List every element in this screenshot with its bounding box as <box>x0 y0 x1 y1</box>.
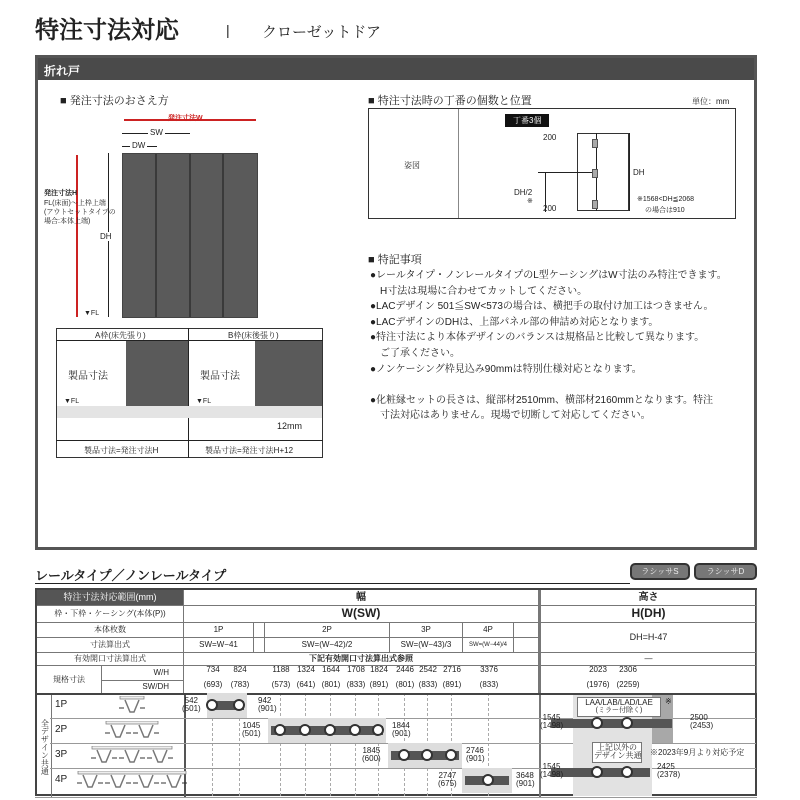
max-value: 2425 <box>657 762 675 771</box>
std-dh-value: (1976) <box>586 680 610 689</box>
tag-line: (ミラー付除く) <box>595 707 643 715</box>
dim-top: 200 <box>543 133 557 142</box>
max-size-label <box>392 722 411 739</box>
asterisk-mark: ※ <box>665 697 672 706</box>
product-size-label: 製品寸法 <box>68 371 108 382</box>
std-w-value: 1188 <box>272 665 290 674</box>
hinge-note: ※1568<DH≦2068 <box>637 196 695 203</box>
gridline <box>305 693 306 796</box>
max-value: 2500 <box>690 713 708 722</box>
std-w-value: 1708 <box>347 665 365 674</box>
std-h-value: 2306 <box>619 665 637 674</box>
std-dh-value: (2259) <box>616 680 640 689</box>
min-size-label <box>182 697 201 714</box>
swdh-label: SW/DH <box>102 681 184 695</box>
lasissa-d-button[interactable]: ラシッサD <box>694 563 757 580</box>
min-value: 1845 <box>362 746 381 755</box>
h-note: (アウトセットタイプの <box>44 209 116 216</box>
h-note: 場合:本体上端) <box>44 218 91 225</box>
min-size-label <box>362 747 381 764</box>
order-size-heading: ■ 発注寸法のおさえ方 <box>60 95 169 107</box>
frame-b-formula: 製品寸法=発注寸法H+12 <box>205 446 294 455</box>
std-w-value: 824 <box>233 665 247 674</box>
note-line: H寸法は現場に合わせてカットしてください。 <box>370 285 588 297</box>
panel-1p: 1P <box>184 623 254 638</box>
max-size-label <box>516 772 535 789</box>
height-range-arrow <box>551 719 672 728</box>
section-title: レールタイプ／ノンレールタイプ <box>35 568 227 583</box>
range-header: 特注寸法対応範囲(mm) <box>37 590 184 606</box>
hinge-icon <box>592 139 598 148</box>
standard-size-marker <box>445 749 457 761</box>
standard-size-marker <box>274 724 286 736</box>
fl-label: ▼FL <box>196 398 212 405</box>
max-height-label <box>690 714 713 731</box>
standard-size-marker <box>398 749 410 761</box>
std-sw-value: (833) <box>479 680 499 689</box>
folding-door-icon <box>118 696 146 714</box>
formula-3p: SW=(W−43)/3 <box>390 638 463 653</box>
max-sub-value: (901) <box>392 729 411 739</box>
tag-line: 上記以外の <box>597 743 637 752</box>
page-title: 特注寸法対応 <box>35 17 179 44</box>
product-size-label: 製品寸法 <box>200 371 240 382</box>
min-value: 542 <box>184 696 199 705</box>
dh-label: DH <box>100 232 112 241</box>
row-label: 2P <box>55 724 68 735</box>
std-w-value: 1324 <box>297 665 315 674</box>
gridline <box>355 693 356 796</box>
dim-mid-mark: ※ <box>527 198 533 205</box>
standard-size-marker <box>482 774 494 786</box>
height-header: 高さ <box>539 590 757 606</box>
hinge-row-label: 姿図 <box>404 161 420 170</box>
frame-a-formula: 製品寸法=発注寸法H <box>84 446 159 455</box>
std-sw-value: (891) <box>369 680 389 689</box>
opening-h: — <box>539 653 757 666</box>
gridline <box>378 693 379 796</box>
formula-1p: SW=W−41 <box>184 638 254 653</box>
order-w-label: 発注寸法W <box>168 115 203 122</box>
hinge-icon <box>592 200 598 209</box>
standard-size-marker <box>421 749 433 761</box>
min-value: 1545 <box>542 762 561 771</box>
note-line: ●特注寸法により本体デザインのバランスは規格品と比較して異なります。 <box>370 332 705 344</box>
max-sub-value: (901) <box>258 704 277 714</box>
std-sw-value: (573) <box>271 680 291 689</box>
unit-label: 単位：mm <box>692 97 730 106</box>
min-size-label <box>438 772 457 789</box>
gridline <box>280 693 281 796</box>
panel-title: 折れ戸 <box>38 58 754 80</box>
tag-line: LAA/LAB/LAD/LAE <box>585 698 653 707</box>
max-value: 2746 <box>466 746 484 755</box>
note-line: ●レールタイプ・ノンレールタイプのL型ケーシングはW寸法のみ特注できます。 <box>370 270 727 281</box>
note-line: ●LACデザインのDHは、上部パネル部の伸詰め対応となります。 <box>370 316 659 328</box>
standard-height-marker <box>621 766 633 778</box>
all-design-label: 全デザイン共通 <box>37 695 52 798</box>
std-w-value: 1824 <box>370 665 388 674</box>
hinge-heading: ■ 特注寸法時の丁番の個数と位置 <box>368 95 532 107</box>
std-w-value: 1644 <box>322 665 340 674</box>
height-note: ※2023年9月より対応予定 <box>650 748 745 757</box>
row-label: 1P <box>55 699 68 710</box>
gridline <box>330 693 331 796</box>
door-illustration <box>122 153 258 318</box>
std-sw-value: (693) <box>203 680 223 689</box>
standard-size-label: 規格寸法 <box>37 666 102 695</box>
max-value: 1844 <box>392 721 410 730</box>
wh-label: W/H <box>102 666 184 681</box>
hinge-note: の場合は910 <box>645 207 685 214</box>
standard-size-marker <box>372 724 384 736</box>
std-w-value: 734 <box>206 665 220 674</box>
opening-label: 有効開口寸法算出式 <box>37 653 184 666</box>
max-sub-value: (901) <box>466 754 485 764</box>
min-sub-value: (675) <box>438 779 457 789</box>
std-sw-value: (641) <box>296 680 316 689</box>
standard-size-marker <box>349 724 361 736</box>
offset-12mm-label: 12mm <box>277 421 303 431</box>
panel-2p: 2P <box>265 623 390 638</box>
frame-b-title: B枠(床後張り) <box>228 331 279 340</box>
note-line: ●LACデザイン 501≦SW<573の場合は、横把手の取付け加工はつきません。 <box>370 301 714 313</box>
std-sw-value: (833) <box>346 680 366 689</box>
dim-mid: DH/2 <box>514 188 533 197</box>
w-sw-header: W(SW) <box>184 606 539 623</box>
note-line: ご了承ください。 <box>370 348 460 359</box>
std-sw-value: (833) <box>418 680 438 689</box>
min-sub-value: (501) <box>182 704 201 714</box>
note-line: ●化粧縁セットの長さは、縦部材2510mm、横部材2160mmとなります。特注 <box>370 394 714 406</box>
fl-label: ▼FL <box>64 398 80 405</box>
standard-size-marker <box>324 724 336 736</box>
title-separator: | <box>226 22 230 38</box>
standard-size-marker <box>233 699 245 711</box>
page-subtitle: クローゼットドア <box>262 24 381 41</box>
formula-2p: SW=(W−42)/2 <box>265 638 390 653</box>
std-w-value: 2542 <box>419 665 437 674</box>
std-sw-value: (891) <box>442 680 462 689</box>
std-w-value: 2716 <box>443 665 461 674</box>
std-w-value: 2446 <box>396 665 414 674</box>
hinge-icon <box>592 169 598 178</box>
standard-size-marker <box>206 699 218 711</box>
dw-label: DW <box>132 141 146 150</box>
min-sub-value: (1498) <box>540 770 564 780</box>
standard-height-marker <box>621 717 633 729</box>
min-value: 2747 <box>438 771 457 780</box>
panel-3p: 3P <box>390 623 463 638</box>
tag-line: デザイン共通 <box>594 751 642 761</box>
h-dh-header: H(DH) <box>539 606 757 623</box>
fl-label: ▼FL <box>84 310 100 317</box>
order-h-label: 発注寸法H <box>44 190 78 197</box>
min-sub-value: (600) <box>362 754 381 764</box>
dim-bottom: 200 <box>543 204 557 213</box>
standard-size-marker <box>299 724 311 736</box>
max-size-label <box>466 747 485 764</box>
folding-door-icon <box>104 721 160 739</box>
note-line: ●ノンケーシング枠見込み90mmは特別仕様対応となります。 <box>370 363 642 375</box>
row-label: 4P <box>55 774 68 785</box>
opening-value: 下記有効開口寸法算出式参照 <box>184 653 539 666</box>
h-note: FL(床面)～上枠上端 <box>44 200 106 207</box>
row-label: 3P <box>55 749 68 760</box>
min-sub-value: (501) <box>242 729 261 739</box>
min-value: 1545 <box>542 713 561 722</box>
min-height-label <box>540 763 563 780</box>
max-value: 942 <box>258 696 272 705</box>
standard-height-marker <box>591 717 603 729</box>
min-height-label <box>540 714 563 731</box>
notes-heading: ■ 特記事項 <box>368 254 422 266</box>
design-tag <box>592 742 642 763</box>
width-header: 幅 <box>184 590 539 606</box>
panels-label: 本体枚数 <box>37 623 184 638</box>
note-line: 寸法対応はありません。現場で切断して対応してください。 <box>370 410 651 422</box>
max-sub-value: (901) <box>516 779 535 789</box>
lasissa-s-button[interactable]: ラシッサS <box>630 563 690 580</box>
std-sw-value: (801) <box>395 680 415 689</box>
hinge-count-badge: 丁番3個 <box>505 114 549 127</box>
std-h-value: 2023 <box>589 665 607 674</box>
max-height-label <box>657 763 680 780</box>
panel-4p: 4P <box>463 623 514 638</box>
min-size-label <box>242 722 261 739</box>
std-sw-value: (801) <box>321 680 341 689</box>
max-size-label <box>258 697 277 714</box>
max-sub-value: (2453) <box>690 721 714 731</box>
standard-height-marker <box>591 766 603 778</box>
h-formula: DH=H-47 <box>539 623 757 653</box>
casing-label: 枠・下枠・ケーシング(本体(P)) <box>37 606 184 623</box>
formula-4p: SW=(W−44)/4 <box>463 638 514 653</box>
formula-label: 寸法算出式 <box>37 638 184 653</box>
min-value: 1045 <box>242 721 261 730</box>
std-w-value: 3376 <box>480 665 498 674</box>
sw-label: SW <box>150 128 163 137</box>
std-sw-value: (783) <box>230 680 250 689</box>
max-value: 3648 <box>516 771 534 780</box>
max-sub-value: (2378) <box>657 770 681 780</box>
folding-door-icon <box>90 746 174 764</box>
folding-door-icon <box>76 771 188 789</box>
design-tag <box>577 697 661 717</box>
bottom-rule <box>35 797 757 798</box>
dh-label: DH <box>633 168 645 177</box>
min-sub-value: (1498) <box>540 721 564 731</box>
frame-a-title: A枠(床先張り) <box>95 331 146 340</box>
